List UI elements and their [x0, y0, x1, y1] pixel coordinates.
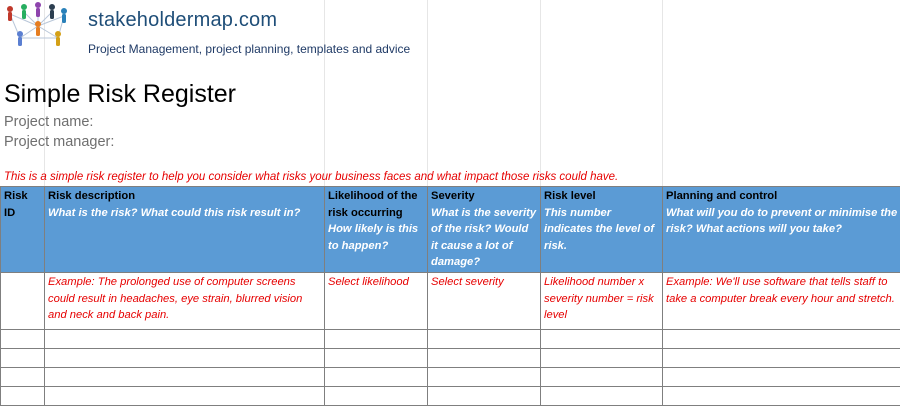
header-title: Severity: [431, 188, 537, 205]
table-cell[interactable]: [45, 330, 325, 349]
cell-severity-select[interactable]: Select severity: [428, 273, 541, 330]
table-row: [1, 330, 900, 349]
cell-risk-description[interactable]: Example: The prolonged use of computer screens could result in headaches, eye strain, blurred vision and neck and back pain.: [45, 273, 325, 330]
header-risk-id[interactable]: [1, 187, 45, 273]
project-manager-label: Project manager:: [4, 134, 114, 150]
column-gridline: [540, 0, 541, 186]
stakeholder-network-logo-icon: [0, 0, 84, 56]
cell-likelihood-select[interactable]: Select likelihood: [325, 273, 428, 330]
table-cell[interactable]: [325, 349, 428, 368]
header-subtitle: What is the risk? What could this risk result in?: [48, 205, 321, 222]
site-tagline: Project Management, project planning, templates and advice: [88, 42, 410, 56]
header-title: Risk description: [48, 188, 321, 205]
header-title: Planning and control: [666, 188, 898, 205]
risk-register-table: [0, 186, 900, 406]
header-likelihood[interactable]: [325, 187, 428, 273]
table-cell[interactable]: [663, 368, 900, 387]
header-subtitle: How likely is this to happen?: [328, 221, 424, 254]
header-planning-control[interactable]: [663, 187, 900, 273]
table-cell[interactable]: [541, 349, 663, 368]
table-cell[interactable]: [428, 349, 541, 368]
table-cell[interactable]: [1, 349, 45, 368]
cell-planning-control[interactable]: Example: We'll use software that tells staff to take a computer break every hour and stretch.: [663, 273, 900, 330]
site-name: stakeholdermap.com: [88, 9, 277, 32]
table-row: [1, 349, 900, 368]
column-gridline: [427, 0, 428, 186]
cell-risk-level[interactable]: Likelihood number x severity number = risk level: [541, 273, 663, 330]
table-cell[interactable]: [45, 349, 325, 368]
table-cell[interactable]: [325, 368, 428, 387]
header-title: Likelihood of the risk occurring: [328, 188, 424, 221]
header-risk-level[interactable]: [541, 187, 663, 273]
table-cell[interactable]: [325, 330, 428, 349]
header-severity[interactable]: [428, 187, 541, 273]
header-title: Risk ID: [4, 188, 41, 221]
table-header-row: [1, 187, 900, 273]
header-subtitle: What will you do to prevent or minimise the risk? What actions will you take?: [666, 205, 898, 238]
table-cell[interactable]: [428, 330, 541, 349]
table-cell[interactable]: [541, 368, 663, 387]
table-cell[interactable]: [45, 368, 325, 387]
cell-risk-id[interactable]: [1, 273, 45, 330]
column-gridline: [662, 0, 663, 186]
table-cell[interactable]: [1, 368, 45, 387]
table-row: [1, 368, 900, 387]
header-risk-description[interactable]: [45, 187, 325, 273]
intro-text: This is a simple risk register to help you consider what risks your business faces and what impact those risks could have.: [4, 171, 618, 183]
column-gridline: [324, 0, 325, 186]
page-title: Simple Risk Register: [4, 80, 236, 109]
table-cell[interactable]: [541, 330, 663, 349]
table-cell[interactable]: [663, 349, 900, 368]
table-cell[interactable]: [1, 330, 45, 349]
header-subtitle: This number indicates the level of risk.: [544, 205, 659, 255]
header-subtitle: What is the severity of the risk? Would it cause a lot of damage?: [431, 205, 537, 271]
header-title: Risk level: [544, 188, 659, 205]
table-cell[interactable]: [428, 368, 541, 387]
table-cell[interactable]: [663, 330, 900, 349]
example-row: [1, 273, 900, 330]
project-name-label: Project name:: [4, 114, 93, 130]
